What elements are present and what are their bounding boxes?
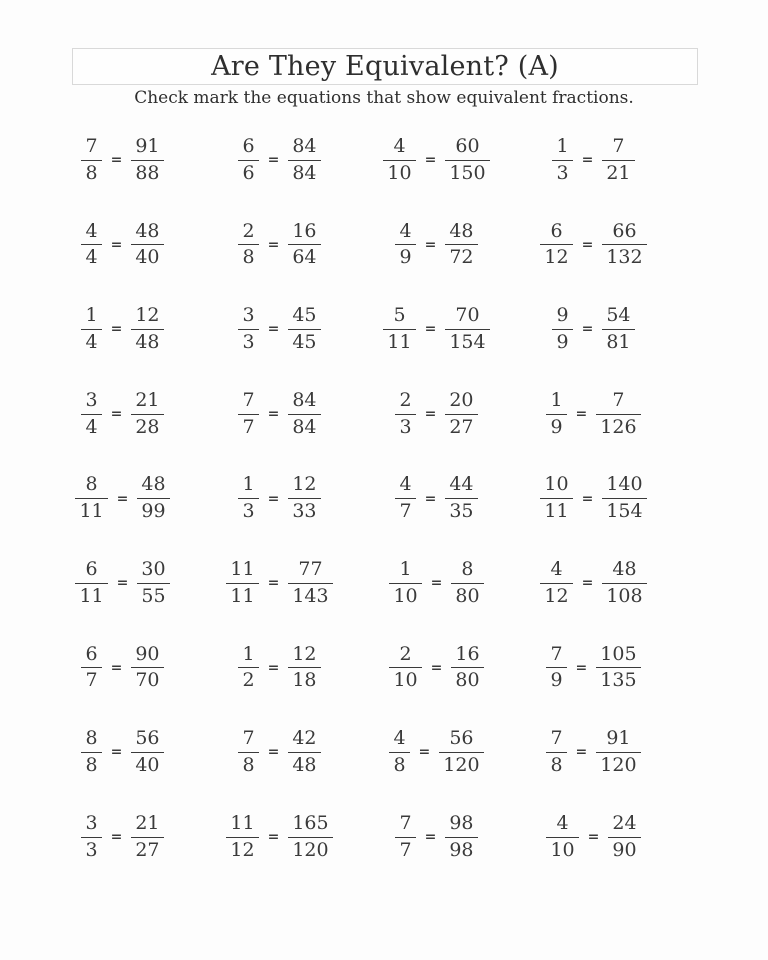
right-denominator: 154 xyxy=(449,330,486,353)
right-denominator: 70 xyxy=(135,669,160,692)
left-numerator: 4 xyxy=(540,559,572,584)
left-numerator: 9 xyxy=(552,305,572,330)
right-numerator: 48 xyxy=(131,221,163,246)
right-denominator: 48 xyxy=(135,330,160,353)
equation xyxy=(201,456,358,541)
equals-sign: = xyxy=(418,744,431,761)
left-denominator: 12 xyxy=(230,838,255,861)
left-denominator: 3 xyxy=(85,838,98,861)
right-numerator: 48 xyxy=(137,474,169,499)
left-fraction xyxy=(81,390,101,439)
right-numerator: 44 xyxy=(445,474,477,499)
left-numerator: 1 xyxy=(81,305,101,330)
left-denominator: 7 xyxy=(399,500,412,523)
left-fraction xyxy=(81,221,101,270)
left-denominator: 11 xyxy=(387,330,412,353)
equation xyxy=(358,795,515,880)
left-denominator: 8 xyxy=(242,753,255,776)
right-numerator: 77 xyxy=(288,559,332,584)
equals-sign: = xyxy=(581,321,594,338)
equation xyxy=(201,795,358,880)
left-numerator: 8 xyxy=(81,728,101,753)
left-numerator: 7 xyxy=(546,728,566,753)
equation xyxy=(44,710,201,795)
left-numerator: 8 xyxy=(75,474,107,499)
left-denominator: 7 xyxy=(242,415,255,438)
right-numerator: 16 xyxy=(288,221,320,246)
equals-sign: = xyxy=(267,406,280,423)
right-numerator: 30 xyxy=(137,559,169,584)
left-fraction xyxy=(81,136,101,185)
left-denominator: 9 xyxy=(550,415,563,438)
left-denominator: 11 xyxy=(79,584,104,607)
right-fraction xyxy=(602,559,646,608)
equals-sign: = xyxy=(581,152,594,169)
equals-sign: = xyxy=(110,152,123,169)
right-denominator: 72 xyxy=(449,246,474,269)
left-numerator: 11 xyxy=(226,559,258,584)
equals-sign: = xyxy=(267,236,280,253)
left-denominator: 9 xyxy=(399,246,412,269)
left-denominator: 10 xyxy=(550,838,575,861)
left-numerator: 3 xyxy=(238,305,258,330)
left-fraction xyxy=(395,813,415,862)
equals-sign: = xyxy=(267,321,280,338)
left-numerator: 1 xyxy=(238,474,258,499)
right-fraction xyxy=(602,221,646,270)
equals-sign: = xyxy=(424,490,437,507)
right-fraction xyxy=(131,136,163,185)
equation xyxy=(358,710,515,795)
left-fraction xyxy=(75,559,107,608)
right-denominator: 120 xyxy=(600,753,637,776)
left-fraction xyxy=(81,305,101,354)
right-numerator: 90 xyxy=(131,644,163,669)
right-numerator: 84 xyxy=(288,390,320,415)
left-fraction xyxy=(395,474,415,523)
left-denominator: 12 xyxy=(544,584,569,607)
right-denominator: 81 xyxy=(606,330,631,353)
left-denominator: 3 xyxy=(556,161,569,184)
right-numerator: 7 xyxy=(602,136,634,161)
left-denominator: 11 xyxy=(230,584,255,607)
right-denominator: 132 xyxy=(606,246,643,269)
equals-sign: = xyxy=(116,490,129,507)
left-denominator: 12 xyxy=(544,246,569,269)
equation xyxy=(358,287,515,372)
left-denominator: 2 xyxy=(242,669,255,692)
right-fraction xyxy=(445,305,489,354)
left-fraction xyxy=(389,728,409,777)
left-fraction xyxy=(395,390,415,439)
equals-sign: = xyxy=(575,659,588,676)
left-numerator: 3 xyxy=(81,390,101,415)
equals-sign: = xyxy=(424,829,437,846)
equals-sign: = xyxy=(575,406,588,423)
equation xyxy=(515,118,672,203)
equation xyxy=(201,287,358,372)
left-denominator: 3 xyxy=(242,500,255,523)
right-fraction xyxy=(131,221,163,270)
equation xyxy=(358,372,515,457)
left-denominator: 8 xyxy=(85,161,98,184)
left-numerator: 3 xyxy=(81,813,101,838)
equation xyxy=(44,118,201,203)
right-fraction xyxy=(288,474,320,523)
equation xyxy=(44,203,201,288)
equals-sign: = xyxy=(110,406,123,423)
right-fraction xyxy=(439,728,483,777)
right-fraction xyxy=(131,644,163,693)
right-numerator: 60 xyxy=(445,136,489,161)
right-fraction xyxy=(445,136,489,185)
right-fraction xyxy=(602,305,634,354)
left-denominator: 8 xyxy=(393,753,406,776)
left-numerator: 11 xyxy=(226,813,258,838)
right-fraction xyxy=(131,305,163,354)
equation xyxy=(201,118,358,203)
right-fraction xyxy=(602,474,646,523)
left-denominator: 8 xyxy=(85,753,98,776)
left-fraction xyxy=(395,221,415,270)
left-numerator: 2 xyxy=(389,644,421,669)
right-numerator: 140 xyxy=(602,474,646,499)
right-numerator: 91 xyxy=(596,728,640,753)
left-numerator: 4 xyxy=(546,813,578,838)
right-numerator: 42 xyxy=(288,728,320,753)
right-numerator: 56 xyxy=(439,728,483,753)
right-fraction xyxy=(288,390,320,439)
equals-sign: = xyxy=(424,321,437,338)
left-numerator: 6 xyxy=(81,644,101,669)
right-fraction xyxy=(288,221,320,270)
right-numerator: 45 xyxy=(288,305,320,330)
left-denominator: 4 xyxy=(85,415,98,438)
equals-sign: = xyxy=(110,659,123,676)
right-fraction xyxy=(445,813,477,862)
equals-sign: = xyxy=(267,659,280,676)
right-fraction xyxy=(288,644,320,693)
equals-sign: = xyxy=(581,236,594,253)
left-numerator: 4 xyxy=(389,728,409,753)
right-fraction xyxy=(596,728,640,777)
equation xyxy=(515,287,672,372)
left-fraction xyxy=(546,390,566,439)
left-denominator: 10 xyxy=(393,584,418,607)
right-denominator: 33 xyxy=(292,500,317,523)
left-denominator: 11 xyxy=(544,500,569,523)
right-numerator: 54 xyxy=(602,305,634,330)
right-denominator: 143 xyxy=(292,584,329,607)
right-numerator: 8 xyxy=(451,559,483,584)
right-denominator: 55 xyxy=(141,584,166,607)
left-numerator: 7 xyxy=(81,136,101,161)
right-denominator: 120 xyxy=(443,753,480,776)
equation xyxy=(201,372,358,457)
equation xyxy=(515,541,672,626)
right-fraction xyxy=(288,559,332,608)
left-fraction xyxy=(226,559,258,608)
equals-sign: = xyxy=(110,744,123,761)
right-numerator: 12 xyxy=(288,474,320,499)
left-numerator: 1 xyxy=(238,644,258,669)
left-fraction xyxy=(389,644,421,693)
right-numerator: 12 xyxy=(288,644,320,669)
left-fraction xyxy=(383,136,415,185)
left-denominator: 4 xyxy=(85,330,98,353)
right-denominator: 126 xyxy=(600,415,637,438)
left-numerator: 6 xyxy=(238,136,258,161)
left-numerator: 6 xyxy=(75,559,107,584)
equation xyxy=(515,456,672,541)
right-fraction xyxy=(288,813,332,862)
left-numerator: 2 xyxy=(238,221,258,246)
right-denominator: 18 xyxy=(292,669,317,692)
equation xyxy=(201,710,358,795)
left-denominator: 3 xyxy=(399,415,412,438)
page-title: Are They Equivalent? (A) xyxy=(211,51,559,82)
right-numerator: 98 xyxy=(445,813,477,838)
equation xyxy=(358,541,515,626)
equals-sign: = xyxy=(267,829,280,846)
left-fraction xyxy=(238,644,258,693)
left-fraction xyxy=(552,136,572,185)
right-denominator: 98 xyxy=(449,838,474,861)
right-numerator: 21 xyxy=(131,813,163,838)
left-fraction xyxy=(75,474,107,523)
equation xyxy=(201,203,358,288)
left-numerator: 2 xyxy=(395,390,415,415)
equals-sign: = xyxy=(267,575,280,592)
equation xyxy=(44,372,201,457)
right-fraction xyxy=(288,305,320,354)
right-fraction xyxy=(451,559,483,608)
right-denominator: 45 xyxy=(292,330,317,353)
equation xyxy=(515,203,672,288)
right-fraction xyxy=(288,728,320,777)
left-numerator: 7 xyxy=(238,728,258,753)
right-denominator: 120 xyxy=(292,838,329,861)
left-denominator: 10 xyxy=(393,669,418,692)
equals-sign: = xyxy=(267,490,280,507)
right-denominator: 88 xyxy=(135,161,160,184)
right-denominator: 48 xyxy=(292,753,317,776)
right-fraction xyxy=(288,136,320,185)
right-fraction xyxy=(596,390,640,439)
left-fraction xyxy=(81,728,101,777)
right-denominator: 80 xyxy=(455,584,480,607)
left-numerator: 6 xyxy=(540,221,572,246)
left-denominator: 4 xyxy=(85,246,98,269)
equation xyxy=(515,372,672,457)
right-numerator: 21 xyxy=(131,390,163,415)
equation xyxy=(358,626,515,711)
left-fraction xyxy=(383,305,415,354)
equation xyxy=(201,626,358,711)
right-denominator: 28 xyxy=(135,415,160,438)
right-numerator: 16 xyxy=(451,644,483,669)
right-denominator: 108 xyxy=(606,584,643,607)
left-fraction xyxy=(552,305,572,354)
right-denominator: 35 xyxy=(449,500,474,523)
left-numerator: 10 xyxy=(540,474,572,499)
right-fraction xyxy=(445,390,477,439)
right-numerator: 48 xyxy=(602,559,646,584)
equation xyxy=(515,626,672,711)
left-denominator: 8 xyxy=(550,753,563,776)
left-numerator: 7 xyxy=(395,813,415,838)
right-fraction xyxy=(137,559,169,608)
right-denominator: 80 xyxy=(455,669,480,692)
right-numerator: 165 xyxy=(288,813,332,838)
equation xyxy=(358,456,515,541)
title-box xyxy=(72,48,698,85)
right-numerator: 91 xyxy=(131,136,163,161)
equals-sign: = xyxy=(581,490,594,507)
right-denominator: 154 xyxy=(606,500,643,523)
right-denominator: 64 xyxy=(292,246,317,269)
left-fraction xyxy=(81,813,101,862)
equals-sign: = xyxy=(110,236,123,253)
equation xyxy=(44,456,201,541)
equals-sign: = xyxy=(110,829,123,846)
right-numerator: 70 xyxy=(445,305,489,330)
equals-sign: = xyxy=(424,152,437,169)
left-fraction xyxy=(238,390,258,439)
left-fraction xyxy=(81,644,101,693)
equation xyxy=(515,710,672,795)
right-fraction xyxy=(137,474,169,523)
left-fraction xyxy=(226,813,258,862)
equals-sign: = xyxy=(581,575,594,592)
equals-sign: = xyxy=(424,236,437,253)
left-numerator: 1 xyxy=(552,136,572,161)
right-denominator: 90 xyxy=(612,838,637,861)
right-fraction xyxy=(451,644,483,693)
right-numerator: 66 xyxy=(602,221,646,246)
left-numerator: 1 xyxy=(546,390,566,415)
right-denominator: 135 xyxy=(600,669,637,692)
left-fraction xyxy=(238,305,258,354)
left-fraction xyxy=(389,559,421,608)
equals-sign: = xyxy=(575,744,588,761)
left-denominator: 8 xyxy=(242,246,255,269)
left-numerator: 1 xyxy=(389,559,421,584)
right-numerator: 105 xyxy=(596,644,640,669)
equation xyxy=(201,541,358,626)
right-denominator: 21 xyxy=(606,161,631,184)
right-fraction xyxy=(131,728,163,777)
left-numerator: 7 xyxy=(546,644,566,669)
right-numerator: 20 xyxy=(445,390,477,415)
equals-sign: = xyxy=(430,575,443,592)
right-fraction xyxy=(608,813,640,862)
equals-sign: = xyxy=(116,575,129,592)
left-fraction xyxy=(540,221,572,270)
right-fraction xyxy=(131,390,163,439)
equals-sign: = xyxy=(267,152,280,169)
right-numerator: 56 xyxy=(131,728,163,753)
instructions-text: Check mark the equations that show equivalent fractions. xyxy=(134,88,634,108)
right-denominator: 84 xyxy=(292,161,317,184)
right-denominator: 150 xyxy=(449,161,486,184)
equation xyxy=(44,287,201,372)
left-denominator: 9 xyxy=(550,669,563,692)
right-denominator: 27 xyxy=(449,415,474,438)
left-numerator: 4 xyxy=(383,136,415,161)
equals-sign: = xyxy=(110,321,123,338)
left-numerator: 7 xyxy=(238,390,258,415)
right-numerator: 48 xyxy=(445,221,477,246)
left-fraction xyxy=(238,221,258,270)
equals-sign: = xyxy=(424,406,437,423)
right-denominator: 40 xyxy=(135,753,160,776)
right-numerator: 24 xyxy=(608,813,640,838)
left-fraction xyxy=(540,559,572,608)
equals-sign: = xyxy=(267,744,280,761)
right-denominator: 99 xyxy=(141,500,166,523)
left-denominator: 11 xyxy=(79,500,104,523)
right-fraction xyxy=(602,136,634,185)
equation xyxy=(515,795,672,880)
left-numerator: 4 xyxy=(395,474,415,499)
equation xyxy=(44,626,201,711)
equals-sign: = xyxy=(587,829,600,846)
problems-grid xyxy=(44,118,672,879)
left-fraction xyxy=(546,813,578,862)
left-denominator: 9 xyxy=(556,330,569,353)
equals-sign: = xyxy=(430,659,443,676)
right-fraction xyxy=(445,221,477,270)
left-numerator: 4 xyxy=(395,221,415,246)
right-denominator: 40 xyxy=(135,246,160,269)
left-fraction xyxy=(238,136,258,185)
right-fraction xyxy=(131,813,163,862)
right-fraction xyxy=(596,644,640,693)
left-denominator: 3 xyxy=(242,330,255,353)
left-numerator: 4 xyxy=(81,221,101,246)
left-denominator: 7 xyxy=(85,669,98,692)
left-fraction xyxy=(238,474,258,523)
left-fraction xyxy=(546,728,566,777)
right-denominator: 84 xyxy=(292,415,317,438)
left-fraction xyxy=(546,644,566,693)
right-numerator: 7 xyxy=(596,390,640,415)
left-numerator: 5 xyxy=(383,305,415,330)
left-denominator: 7 xyxy=(399,838,412,861)
left-denominator: 10 xyxy=(387,161,412,184)
left-fraction xyxy=(540,474,572,523)
equation xyxy=(358,203,515,288)
equation xyxy=(44,541,201,626)
left-denominator: 6 xyxy=(242,161,255,184)
equation xyxy=(358,118,515,203)
right-denominator: 27 xyxy=(135,838,160,861)
right-fraction xyxy=(445,474,477,523)
right-numerator: 12 xyxy=(131,305,163,330)
left-fraction xyxy=(238,728,258,777)
equation xyxy=(44,795,201,880)
right-numerator: 84 xyxy=(288,136,320,161)
